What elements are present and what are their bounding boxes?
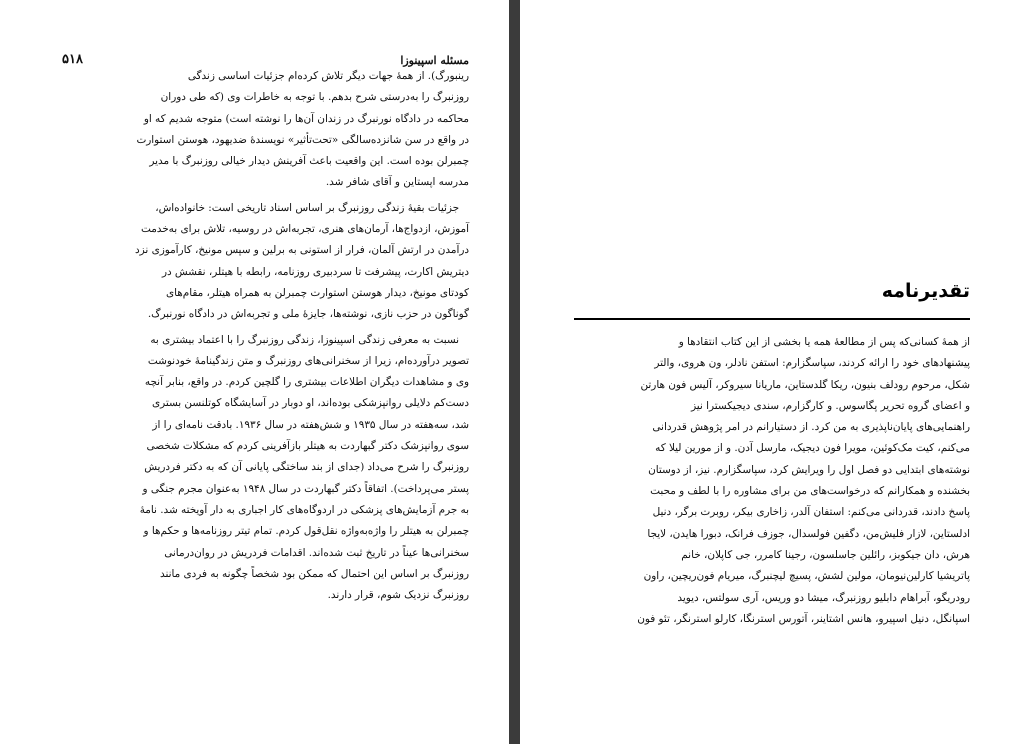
left-body-text — [62, 66, 469, 606]
text-line: نوشته‌های ابتدایی دو فصل اول را ویرایش کرد، سپاسگزارم. نیز، از دوستان — [648, 463, 970, 476]
text-line: درآمدن در ارتش آلمان، فرار از استونی به برلین و سپس مونیخ، کارآموزی نزد — [135, 244, 469, 257]
text-line: دست‌کم دلایلی روانپزشکی بوده‌اند، او دوبار در آسایشگاه کوتلنسن بستری — [151, 397, 469, 410]
text-line: پستر می‌پرداخت). اتفاقاً دکتر گبهاردت در سال ۱۹۴۸ به‌عنوان مجرم جنگی و — [142, 482, 469, 495]
text-line: بخشنده و همکارانم که درخواست‌های من برای مشاوره را با لطف و محبت — [650, 485, 970, 498]
text-line: روزنبرگ نزدیک شوم، قرار دارند. — [327, 589, 469, 602]
page-number: ۵۱۸ — [62, 52, 83, 67]
text-line: اسپانگل، دنیل اسپیرو، هانس اشتاینر، آتورس استرنگا، کارلو استرنگر، تئو فون — [637, 612, 970, 625]
text-line: سوی روانپزشک دکتر گبهاردت به هیتلر بازآفرینی کردم که مشکلات شخصی — [146, 440, 469, 453]
text-line: رودریگو، آبراهام دابلیو روزنبرگ، میشا دو وریس، آری سولتس، دیوید — [677, 591, 970, 604]
text-line: راهنمایی‌های پایان‌ناپذیری به من کرد. از دستیارانم در امر پژوهش قدردانی — [652, 421, 970, 434]
text-line: مدرسه اپستاین و آقای شافر شد. — [325, 176, 469, 189]
text-line: گوناگون در حزب نازی، نوشته‌ها، جایزهٔ ملی و تجربه‌اش در دادگاه نورنبرگ. — [147, 308, 469, 321]
chapter-title: تقدیرنامه — [881, 280, 970, 302]
text-line: چمبرلن به هیتلر را واژه‌به‌واژه نقل‌قول کردم. تمام تیتر روزنامه‌ها و حکم‌ها و — [143, 525, 469, 538]
text-line: و اعضای گروه تحریر پگاسوس. و کارگزارم، سندی دیجیکسترا نیز — [691, 399, 970, 412]
text-line: شد، سه‌هفته در سال ۱۹۳۵ و شش‌هفته در سال ۱۹۳۶. بادقت نامه‌ای را از — [152, 418, 469, 431]
text-line: رینبورگ). از همهٔ جهات دیگر تلاش کرده‌ام جزئیات اساسی زندگی — [187, 70, 469, 82]
text-line: جزئیات بقیهٔ زندگی روزنبرگ بر اساس اسناد تاریخی است: خانواده‌اش، — [155, 201, 459, 214]
text-line: دیتریش اکارت، پیشرفت تا سردبیری روزنامه، رابطه با هیتلر، نقشش در — [161, 265, 469, 278]
text-line: سخنرانی‌ها عیناً در تاریخ ثبت شده‌اند. اقدامات فردریش در روان‌درمانی — [164, 546, 469, 559]
left-page — [0, 0, 509, 744]
text-line: پیشنهادهای خود را ارائه کردند، سپاسگزارم: استفن نادلر، ون هروی، والتر — [654, 357, 970, 370]
right-body-text — [574, 332, 970, 630]
text-line: می‌کنم، کیت مک‌کوئین، مویرا فون دیجیک، مارسل آدن. و از مورین لیلا که — [655, 442, 970, 455]
text-line: روزنبرگ بر اساس این احتمال که ممکن بود شخصاً چگونه به فردی مانند — [159, 567, 469, 580]
running-title: مسئله اسپینوزا — [400, 54, 469, 67]
text-line: کودتای مونیخ، دیدار هوستن استوارت چمبرلن به همراه هیتلر، مقام‌های — [165, 286, 469, 299]
text-line: نسبت به معرفی زندگی اسپینوزا، زندگی روزنبرگ را با اعتماد بیشتری به — [150, 333, 459, 346]
text-line: پاتریشیا کارلین‌نیومان، مولین لشش، پسیچ لیچنبرگ، میریام فون‌ریچین، راون — [643, 570, 970, 583]
text-line: پاسخ دادند، قدردانی می‌کنم: استفان آلدر، زاخاری بیکر، روبرت برگر، دنیل — [652, 506, 970, 519]
title-rule — [574, 318, 970, 320]
text-line: وی و مشاهدات دیگران اطلاعات بیشتری را گلچین کردم. در واقع، بنابر آنچه — [144, 376, 469, 389]
text-line: در واقع در سن شانزده‌سالگی «تحت‌تأثیر» نویسندهٔ ضدیهود، هوستن استوارت — [136, 133, 469, 146]
text-line: هرش، دان جیکوبز، رائلین جاسلسون، رجینا کامرر، جی کاپلان، خانم — [681, 548, 970, 561]
text-line: روزنبرگ را شرح می‌داد (جدای از بند ساختگی پایانی آن که به دکتر فردریش — [144, 461, 469, 474]
text-line: تصویر درآورده‌ام، زیرا از سخنرانی‌های روزنبرگ و متن زندگینامهٔ خودنوشت — [147, 354, 469, 367]
text-line: ادلستاین، لازار فلیش‌من، دگفین فولسدال، جوزف فرانک، دبورا هایدن، لایجا — [647, 527, 970, 540]
text-line: به جرم آزمایش‌های پزشکی در اردوگاه‌های کار اجباری به دار آویخته شد. نامهٔ — [139, 503, 469, 516]
page-header — [62, 45, 469, 67]
text-line: روزنبرگ را به‌درستی شرح بدهم. با توجه به خاطرات وی (که طی دوران — [160, 91, 469, 104]
text-line: آموزش، ازدواج‌ها، آرمان‌های هنری، تجربه‌اش در روسیه، تلاش برای به‌خدمت — [141, 223, 469, 236]
text-line: چمبرلن بوده است. این واقعیت باعث آفرینش دیدار خیالی روزنبرگ با مدیر — [149, 155, 469, 168]
text-line: از همهٔ کسانی‌که پس از مطالعهٔ همه یا بخشی از این کتاب انتقادها و — [678, 336, 970, 348]
text-line: محاکمه در دادگاه نورنبرگ در زندان آن‌ها را نوشته است) متوجه شدیم که او — [143, 112, 469, 125]
text-line: شکل، مرحوم رودلف بنیون، ریکا گلدستاین، ماریانا سیروکر، آلیس فون هارتن — [640, 378, 970, 391]
